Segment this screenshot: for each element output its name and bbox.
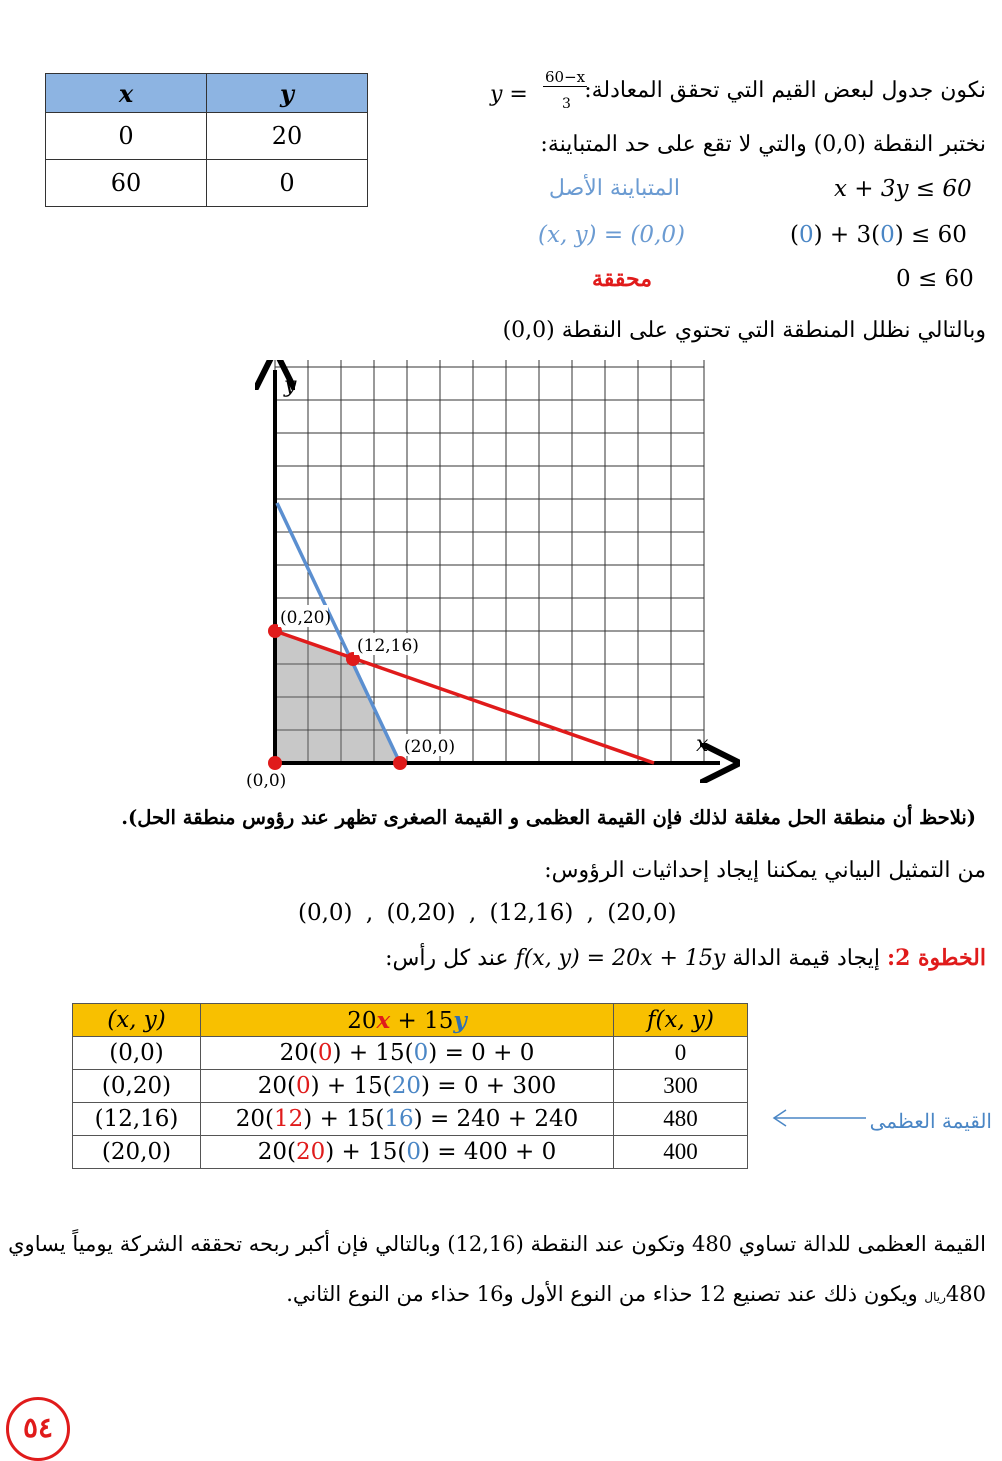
paren: ( bbox=[790, 222, 799, 248]
term: ) + 3( bbox=[813, 222, 881, 248]
value-y: 16 bbox=[384, 1106, 414, 1132]
conclusion-line-2-text: ويكون ذلك عند تصنيع 12 حذاء من النوع الأول و16 حذاء من النوع الثاني. bbox=[286, 1282, 918, 1306]
x-axis-label: x bbox=[696, 732, 709, 757]
table-cell-point: (12,16) bbox=[73, 1103, 201, 1136]
term: ) = 0 + 300 bbox=[420, 1073, 557, 1099]
var-x: x bbox=[376, 1006, 391, 1034]
result-label: محققة bbox=[591, 266, 652, 292]
equation-fraction bbox=[490, 68, 600, 120]
step-2-line bbox=[385, 945, 986, 971]
point-label: (20,0) bbox=[404, 737, 456, 757]
vertices-list: (0,0) , (0,20) , (12,16) , (20,0) bbox=[298, 900, 677, 926]
term: ) = 400 + 0 bbox=[420, 1139, 557, 1165]
feasible-region-graph bbox=[240, 360, 740, 790]
table-cell-expression bbox=[201, 1037, 614, 1070]
value-y: 20 bbox=[391, 1073, 421, 1099]
table-cell: 0 bbox=[46, 113, 207, 160]
conclusion-line-2 bbox=[286, 1282, 986, 1306]
term: ) ≤ 60 bbox=[894, 222, 967, 248]
substituted-inequality bbox=[790, 222, 967, 248]
intro-line-2: نختبر النقطة (0,0) والتي لا تقع على حد المتباينة: bbox=[540, 132, 986, 157]
vertex-point bbox=[393, 756, 407, 770]
point-label: (0,0) bbox=[246, 771, 287, 790]
original-inequality: x + 3y ≤ 60 bbox=[834, 176, 972, 202]
shade-instruction: وبالتالي نظلل المنطقة التي تحتوي على النقطة (0,0) bbox=[502, 318, 986, 343]
table-row bbox=[73, 1103, 748, 1136]
point-label: (0,20) bbox=[280, 608, 332, 628]
original-inequality-label: المتباينة الأصل bbox=[548, 176, 680, 201]
step-2-text: إيجاد قيمة الدالة bbox=[732, 946, 880, 971]
table-cell-value: 400 bbox=[614, 1136, 748, 1169]
term: + 15 bbox=[390, 1007, 454, 1034]
vertices-intro: من التمثيل البياني يمكننا إيجاد إحداثيات الرؤوس: bbox=[544, 858, 986, 883]
objective-function: f(x, y) = 20x + 15y bbox=[515, 946, 726, 971]
equation-denominator: 3 bbox=[562, 96, 571, 112]
table-cell-value: 300 bbox=[614, 1070, 748, 1103]
step-2-text-after: عند كل رأس: bbox=[385, 946, 509, 971]
max-value-label: القيمة العظمى bbox=[869, 1109, 992, 1133]
term: ) + 15( bbox=[310, 1073, 392, 1099]
term: ) + 15( bbox=[332, 1040, 414, 1066]
value-y: 0 bbox=[406, 1139, 421, 1165]
equation-lhs: y = bbox=[490, 82, 528, 107]
intro-line-1-text: نكون جدول لبعض القيم التي تحقق المعادلة: bbox=[584, 78, 986, 103]
max-arrow bbox=[770, 1106, 870, 1130]
term: ) + 15( bbox=[325, 1139, 407, 1165]
table-cell-point: (0,0) bbox=[73, 1037, 201, 1070]
table-cell: 0 bbox=[207, 160, 368, 207]
table-cell-point: (20,0) bbox=[73, 1136, 201, 1169]
term: 20 bbox=[347, 1007, 377, 1034]
term: ) = 240 + 240 bbox=[413, 1106, 579, 1132]
table-row bbox=[73, 1070, 748, 1103]
vertex-point bbox=[268, 756, 282, 770]
table-row bbox=[73, 1037, 748, 1070]
value-x: 0 bbox=[317, 1040, 333, 1066]
table-row bbox=[46, 113, 368, 160]
table-cell-value: 0 bbox=[614, 1037, 748, 1070]
value-y: 0 bbox=[880, 222, 895, 248]
table-cell-expression bbox=[201, 1136, 614, 1169]
result-inequality: 0 ≤ 60 bbox=[896, 266, 974, 292]
table-header-value: f(x, y) bbox=[614, 1004, 748, 1037]
table-header-x: x bbox=[46, 74, 207, 113]
table-header-expression bbox=[201, 1004, 614, 1037]
table-cell-point: (0,20) bbox=[73, 1070, 201, 1103]
currency-unit: ريال bbox=[924, 1290, 946, 1304]
table-cell: 60 bbox=[46, 160, 207, 207]
value-x: 12 bbox=[274, 1106, 304, 1132]
table-cell-expression bbox=[201, 1103, 614, 1136]
table-cell: 20 bbox=[207, 113, 368, 160]
intro-line-1 bbox=[584, 78, 986, 103]
term: 20( bbox=[235, 1106, 274, 1132]
max-profit-value: 480 bbox=[945, 1282, 986, 1306]
y-axis-label: y bbox=[284, 373, 297, 398]
table-row bbox=[73, 1136, 748, 1169]
step-2-label: الخطوة 2: bbox=[886, 945, 986, 971]
table-cell-value: 480 bbox=[614, 1103, 748, 1136]
value-x: 20 bbox=[295, 1139, 326, 1165]
value-y: 0 bbox=[413, 1040, 429, 1066]
term: ) + 15( bbox=[303, 1106, 385, 1132]
value-x: 0 bbox=[295, 1073, 311, 1099]
term: 20( bbox=[279, 1040, 318, 1066]
substitution-point: (x, y) = (0,0) bbox=[538, 222, 685, 248]
equation-numerator: 60−x bbox=[545, 68, 586, 86]
table-row bbox=[46, 160, 368, 207]
term: 20( bbox=[257, 1139, 296, 1165]
table-cell-expression bbox=[201, 1070, 614, 1103]
value-x: 0 bbox=[798, 222, 814, 248]
term: 20( bbox=[257, 1073, 296, 1099]
point-label: (12,16) bbox=[357, 636, 419, 656]
conclusion-line-1: القيمة العظمى للدالة تساوي 480 وتكون عند النقطة (12,16) وبالتالي فإن أكبر ربحه تحققه الشركة يومياً يساوي bbox=[8, 1232, 986, 1256]
var-y: y bbox=[453, 1006, 467, 1034]
page-number: ٥٤ bbox=[6, 1397, 70, 1461]
closed-region-note: (نلاحظ أن منطقة الحل مغلقة لذلك فإن القيمة العظمى و القيمة الصغرى تظهر عند رؤوس منطقة الحل). bbox=[121, 806, 976, 829]
function-values-table bbox=[72, 1003, 748, 1169]
table-header-y: y bbox=[207, 74, 368, 113]
xy-values-table bbox=[45, 73, 368, 207]
term: ) = 0 + 0 bbox=[428, 1040, 535, 1066]
table-header-point: (x, y) bbox=[73, 1004, 201, 1037]
